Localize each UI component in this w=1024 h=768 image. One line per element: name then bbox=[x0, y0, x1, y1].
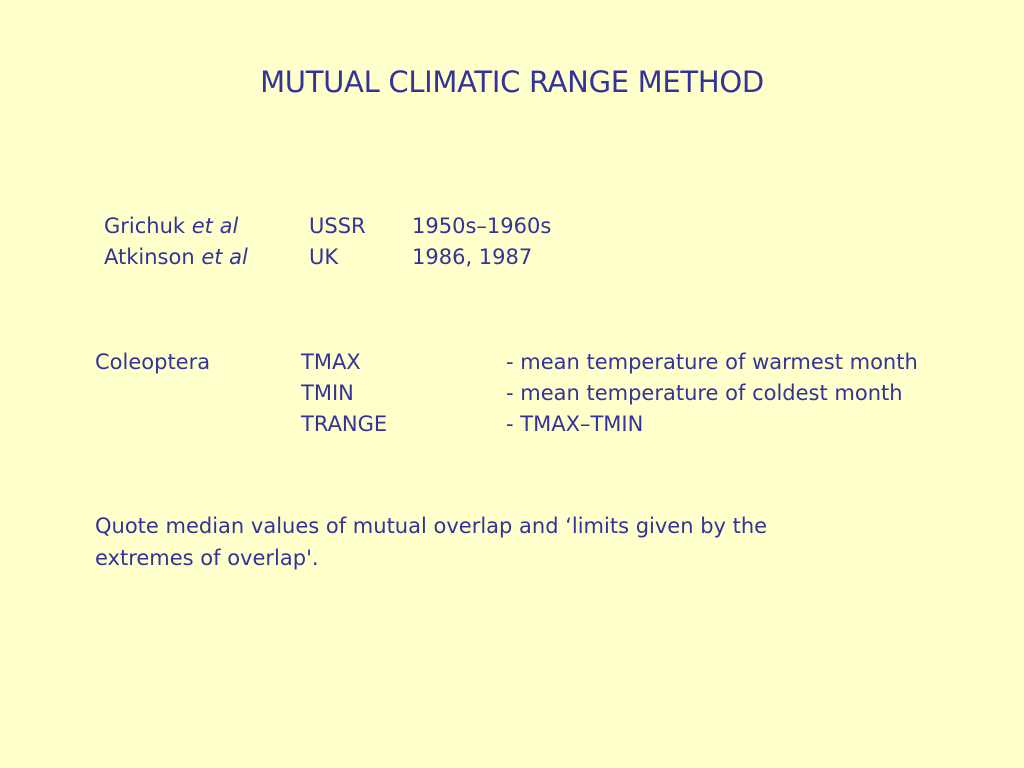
variable-code: TRANGE bbox=[301, 412, 388, 436]
note-paragraph bbox=[95, 510, 855, 574]
et-al-italic: et al bbox=[201, 245, 248, 269]
reference-years: 1950s–1960s bbox=[412, 214, 552, 238]
reference-country: USSR bbox=[309, 214, 366, 238]
reference-country: UK bbox=[309, 245, 339, 269]
variable-code: TMIN bbox=[301, 381, 354, 405]
reference-years: 1986, 1987 bbox=[412, 245, 533, 269]
reference-row bbox=[0, 242, 1024, 273]
et-al-italic: et al bbox=[191, 214, 239, 238]
note-line: Quote median values of mutual overlap and ‘limits given by the bbox=[95, 514, 768, 538]
slide-title: MUTUAL CLIMATIC RANGE METHOD bbox=[260, 65, 764, 99]
variable-description: - mean temperature of coldest month bbox=[506, 381, 903, 405]
reference-author: Grichuk et al bbox=[104, 214, 239, 238]
variable-row bbox=[0, 409, 1024, 440]
variable-row bbox=[0, 347, 1024, 378]
variable-code: TMAX bbox=[301, 350, 361, 374]
variable-description: - TMAX–TMIN bbox=[506, 412, 644, 436]
variable-row bbox=[0, 378, 1024, 409]
note-line: extremes of overlap'. bbox=[95, 546, 319, 570]
reference-row bbox=[0, 211, 1024, 242]
reference-author: Atkinson et al bbox=[104, 245, 248, 269]
organism-group: Coleoptera bbox=[95, 350, 211, 374]
variable-description: - mean temperature of warmest month bbox=[506, 350, 918, 374]
